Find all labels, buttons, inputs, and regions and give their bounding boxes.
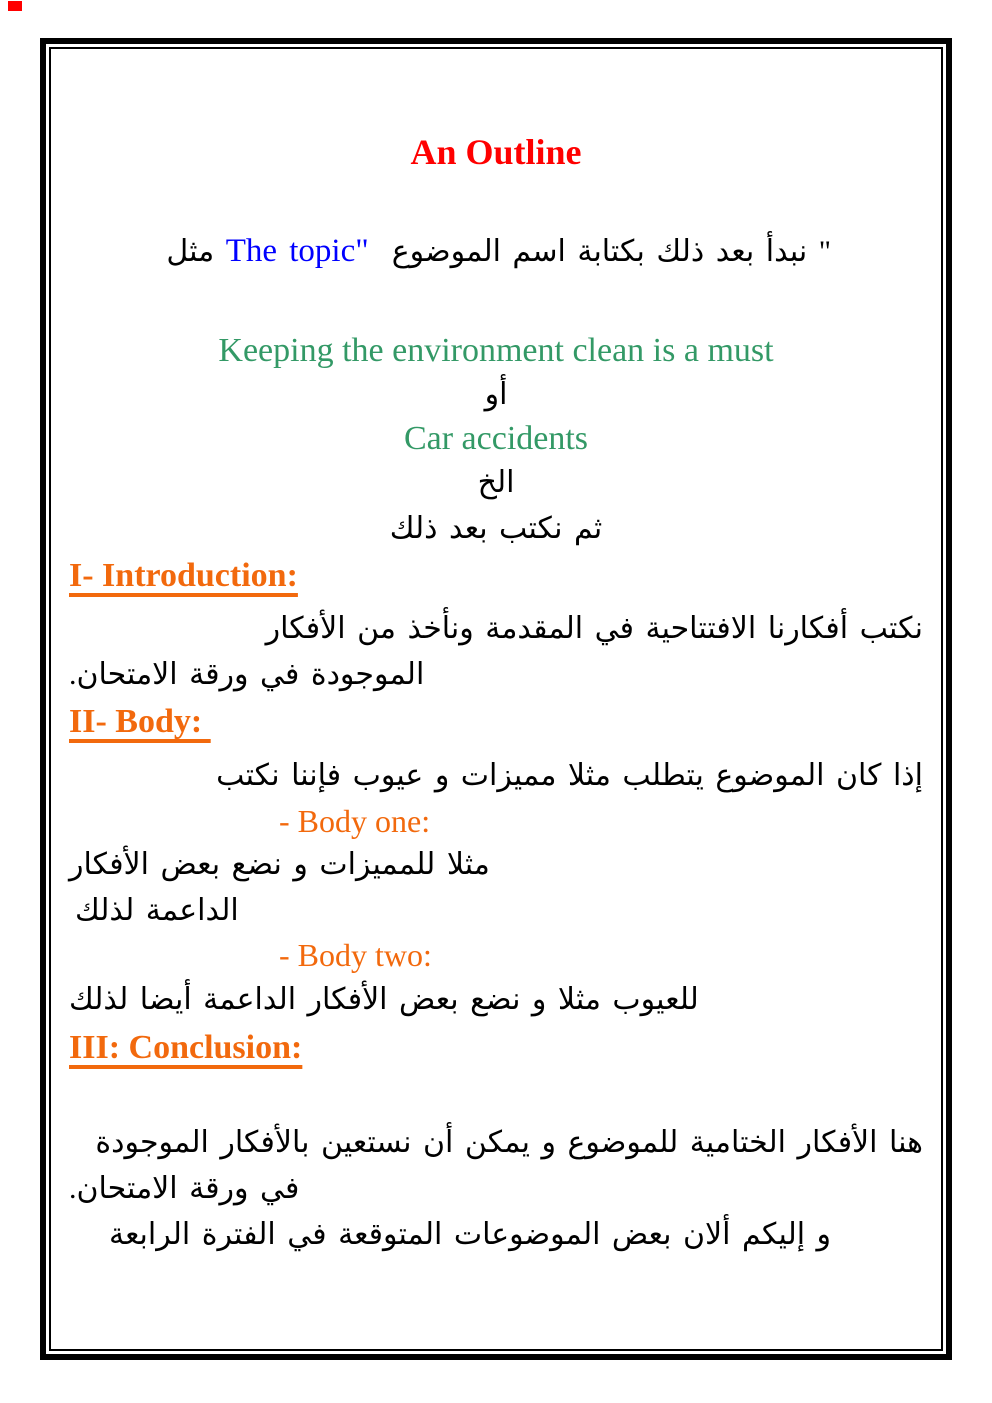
- red-corner-artifact: [8, 1, 22, 11]
- body-two-heading: - Body two:: [279, 937, 432, 973]
- body-two-line-1: للعيوب مثلا و نضع بعض الأفكار الداعمة أيضا لذلك: [69, 983, 699, 1016]
- topic-arabic-suffix: مثل: [166, 235, 226, 268]
- conclusion-heading-line: [69, 1024, 923, 1078]
- topic-english-text: "The topic: [225, 233, 369, 269]
- introduction-heading: I- Introduction:: [69, 557, 298, 594]
- topic-arabic-prefix: " نبدأ بعد ذلك بكتابة اسم الموضوع: [368, 235, 831, 268]
- introduction-paragraph-line-1: نكتب أفكارنا الافتتاحية في المقدمة ونأخذ من الأفكار: [265, 612, 923, 645]
- body-heading: II- Body:: [69, 703, 211, 740]
- example-title-environment: Keeping the environment clean is a must: [218, 332, 774, 369]
- or-word: أو: [484, 378, 508, 411]
- conclusion-line-3: و إليكم ألان بعض الموضوعات المتوقعة في الفترة الرابعة: [109, 1218, 832, 1251]
- conclusion-heading: III: Conclusion:: [69, 1029, 303, 1066]
- introduction-heading-line: [69, 552, 923, 606]
- body-intro-line: إذا كان الموضوع يتطلب مثلا مميزات و عيوب فإننا نكتب: [216, 759, 923, 792]
- page-border-outer: [40, 38, 952, 1360]
- body-heading-line: [69, 698, 923, 752]
- topic-instruction-line: [69, 173, 923, 330]
- page-title: An Outline: [410, 132, 582, 172]
- conclusion-line-1: هنا الأفكار الختامية للموضوع و يمكن أن نستعين بالأفكار الموجودة: [95, 1126, 923, 1159]
- example-title-car-accidents: Car accidents: [403, 420, 589, 457]
- body-one-line-1: مثلا للمميزات و نضع بعض الأفكار: [69, 848, 490, 881]
- etc-word: الخ: [477, 466, 515, 499]
- conclusion-line-2: في ورقة الامتحان.: [69, 1172, 300, 1205]
- page-border-inner: [49, 47, 943, 1351]
- blank-line: [69, 1078, 923, 1120]
- body-one-line-2: الداعمة لذلك: [75, 894, 239, 927]
- introduction-paragraph-line-2: الموجودة في ورقة الامتحان.: [69, 658, 425, 691]
- body-one-heading: - Body one:: [279, 803, 431, 839]
- then-write-line: ثم نكتب بعد ذلك: [389, 512, 603, 545]
